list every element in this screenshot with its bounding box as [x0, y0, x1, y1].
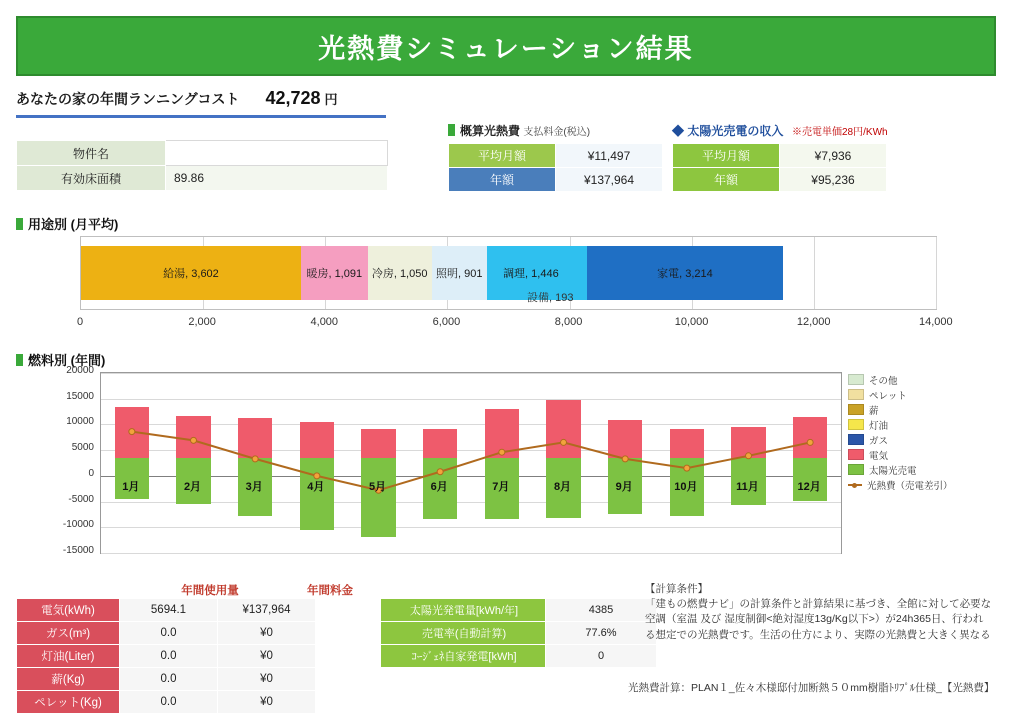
fuel-row-cost: ¥0 [218, 691, 316, 714]
property-key: 有効床面積 [17, 166, 166, 191]
usage-segment-1: 暖房, 1,091 [301, 246, 368, 300]
legend-item [848, 372, 1018, 387]
legend-label: ガス [869, 435, 889, 447]
usage-segment-4: 調理, 1,446 [487, 246, 575, 300]
summary-solar-table [672, 143, 887, 192]
table-row [17, 599, 316, 622]
fuel-row-cost: ¥0 [218, 668, 316, 691]
square-bullet-icon [16, 354, 23, 366]
property-table [16, 140, 388, 191]
legend-label: 太陽光売電 [869, 465, 917, 477]
legend-label: ペレット [869, 390, 907, 402]
usage-gridline [814, 237, 815, 309]
fuel-month-label: 5月 [368, 480, 387, 493]
usage-segment-5 [575, 246, 587, 300]
fuel-y-tick: -15000 [62, 545, 94, 556]
annual-cost-value: 42,728 [265, 88, 321, 108]
usage-x-tick: 6,000 [432, 316, 461, 328]
table-row [673, 168, 887, 192]
square-bullet-icon [448, 124, 455, 136]
summary-cost-subtitle: 支払料金(税込) [523, 127, 591, 138]
fuel-row-cost: ¥0 [218, 622, 316, 645]
legend-item [848, 477, 1018, 492]
usage-gridline [936, 237, 937, 309]
solar-detail-key: 売電率(自動計算) [381, 622, 546, 645]
summary-cost-key: 平均月額 [449, 144, 556, 168]
fuel-row-amount: 0.0 [120, 645, 218, 668]
legend-swatch-icon [848, 464, 864, 475]
fuel-row-key: 薪(Kg) [17, 668, 120, 691]
legend-label: 光熱費（売電差引） [867, 480, 953, 492]
solar-detail-value: 4385 [546, 599, 657, 622]
property-value: 89.86 [166, 166, 388, 191]
summary-solar-key: 年額 [673, 168, 780, 192]
legend-item [848, 387, 1018, 402]
fuel-month-label: 3月 [245, 480, 263, 493]
table-row [17, 645, 316, 668]
fuel-table-header-cost: 年間料金 [307, 585, 353, 597]
fuel-line-series [101, 373, 841, 553]
fuel-month-label: 11月 [736, 480, 759, 493]
fuel-month-label: 1月 [122, 480, 140, 493]
summary-solar-heading [672, 122, 783, 139]
summary-cost-value: ¥11,497 [556, 144, 663, 168]
section-usage-label: 用途別 (月平均) [28, 217, 119, 232]
fuel-y-tick: -5000 [68, 493, 94, 505]
summary-solar-key: 平均月額 [673, 144, 780, 168]
table-row [381, 599, 657, 622]
summary-cost-key: 年額 [449, 168, 556, 192]
usage-x-tick: 14,000 [919, 316, 953, 328]
usage-label-equipment: 設備, 193 [527, 292, 574, 304]
legend-swatch-icon [848, 389, 864, 400]
fuel-y-tick: -10000 [62, 519, 94, 531]
usage-x-tick: 0 [76, 316, 84, 328]
fuel-y-tick: 5000 [71, 442, 94, 454]
fuel-month-label: 2月 [183, 480, 202, 493]
legend-swatch-icon [848, 419, 864, 430]
fuel-chart [100, 372, 842, 554]
fuel-month-label: 9月 [615, 480, 633, 493]
annual-cost-unit: 円 [324, 92, 338, 107]
summary-cost-table [448, 143, 663, 192]
legend-swatch-icon [848, 434, 864, 445]
solar-detail-value: 0 [546, 645, 657, 668]
fuel-y-tick: 0 [88, 467, 94, 479]
legend-item [848, 417, 1018, 432]
conditions-title: 【計算条件】 [645, 583, 708, 595]
conditions-line: 「建もの燃費ナビ」の計算条件と計算結果に基づき、全館に対して必要な [645, 598, 992, 611]
page-banner [16, 16, 996, 76]
summary-cost-value: ¥137,964 [556, 168, 663, 192]
legend-item [848, 432, 1018, 447]
summary-solar-value: ¥95,236 [780, 168, 887, 192]
solar-detail-key: ｺｰｼﾞｪﾈ自家発電[kWh] [381, 645, 546, 668]
fuel-y-tick: 10000 [66, 416, 94, 428]
table-row [17, 691, 316, 714]
annual-running-cost [16, 88, 386, 118]
usage-x-tick: 8,000 [554, 316, 583, 328]
conditions-line: る想定での光熱費です。生活の仕方により、実際の光熱費と大きく異なる [645, 628, 991, 641]
usage-segment-2: 冷房, 1,050 [368, 246, 432, 300]
fuel-chart-legend [848, 372, 1018, 492]
summary-cost-heading [448, 122, 590, 139]
property-key: 物件名 [17, 141, 166, 166]
property-value [166, 141, 388, 166]
fuel-table-header-amount: 年間使用量 [181, 585, 239, 597]
fuel-gridline [101, 553, 841, 554]
legend-swatch-icon [848, 449, 864, 460]
legend-line-icon [848, 484, 862, 486]
conditions-line: 空調（室温 及び 湿度制御<絶対湿度13g/Kg以下>）が24h365日、行われ [645, 613, 984, 626]
square-bullet-icon [16, 218, 23, 230]
table-row [449, 144, 663, 168]
fuel-y-tick: 15000 [66, 390, 94, 402]
page-title: 光熱費シミュレーション結果 [318, 33, 694, 64]
fuel-month-label: 8月 [553, 480, 572, 493]
legend-item [848, 462, 1018, 477]
legend-label: 灯油 [869, 420, 889, 432]
fuel-row-key: ガス(m³) [17, 622, 120, 645]
usage-x-tick: 12,000 [796, 316, 831, 328]
legend-item [848, 402, 1018, 417]
table-row [381, 622, 657, 645]
fuel-row-key: ペレット(Kg) [17, 691, 120, 714]
fuel-month-label: 7月 [492, 480, 510, 493]
table-row [17, 668, 316, 691]
fuel-month-label: 10月 [674, 480, 698, 493]
legend-label: 電気 [869, 450, 889, 462]
summary-cost-title: 概算光熱費 [460, 124, 521, 138]
section-usage-title [16, 214, 118, 233]
section-fuel-label: 燃料別 (年間) [28, 353, 106, 368]
legend-label: 薪 [869, 405, 879, 417]
usage-x-tick: 2,000 [188, 316, 216, 328]
table-row [449, 168, 663, 192]
table-row [17, 141, 388, 166]
solar-detail-value: 77.6% [546, 622, 657, 645]
usage-x-tick: 4,000 [310, 316, 339, 328]
solar-detail-table [380, 598, 657, 668]
fuel-month-label: 12月 [797, 480, 821, 493]
usage-segment-0: 給湯, 3,602 [81, 246, 301, 300]
usage-x-tick: 10,000 [674, 316, 709, 328]
usage-stacked-bar [81, 246, 783, 300]
solar-detail-key: 太陽光発電量[kWh/年] [381, 599, 546, 622]
summary-solar-value: ¥7,936 [780, 144, 887, 168]
table-row [673, 144, 887, 168]
fuel-row-amount: 0.0 [120, 691, 218, 714]
fuel-row-amount: 0.0 [120, 668, 218, 691]
fuel-row-amount: 5694.1 [120, 599, 218, 622]
table-row [17, 166, 388, 191]
fuel-usage-table [16, 598, 316, 714]
annual-cost-label: あなたの家の年間ランニングコスト [16, 91, 240, 107]
footer-note: 光熱費計算：PLAN１_佐々木様邸付加断熱５０mm樹脂ﾄﾘﾌﾟﾙ仕様_【光熱費】 [628, 682, 995, 694]
fuel-row-cost: ¥0 [218, 645, 316, 668]
fuel-row-amount: 0.0 [120, 622, 218, 645]
table-row [17, 622, 316, 645]
usage-segment-3: 照明, 901 [432, 246, 487, 300]
legend-swatch-icon [848, 404, 864, 415]
usage-chart [80, 236, 937, 310]
legend-item [848, 447, 1018, 462]
fuel-row-cost: ¥137,964 [218, 599, 316, 622]
fuel-y-tick: 20000 [66, 365, 94, 376]
legend-label: その他 [869, 375, 898, 387]
table-row [381, 645, 657, 668]
legend-swatch-icon [848, 374, 864, 385]
annual-cost-underline [16, 115, 386, 118]
usage-segment-6: 家電, 3,214 [587, 246, 783, 300]
summary-solar-note: ※売電単価28円/KWh [792, 127, 888, 138]
fuel-row-key: 電気(kWh) [17, 599, 120, 622]
fuel-row-key: 灯油(Liter) [17, 645, 120, 668]
fuel-month-label: 4月 [307, 480, 325, 493]
summary-solar-title: ◆ 太陽光売電の収入 [672, 124, 784, 138]
calculation-conditions [645, 582, 1015, 643]
fuel-month-label: 6月 [430, 480, 448, 493]
